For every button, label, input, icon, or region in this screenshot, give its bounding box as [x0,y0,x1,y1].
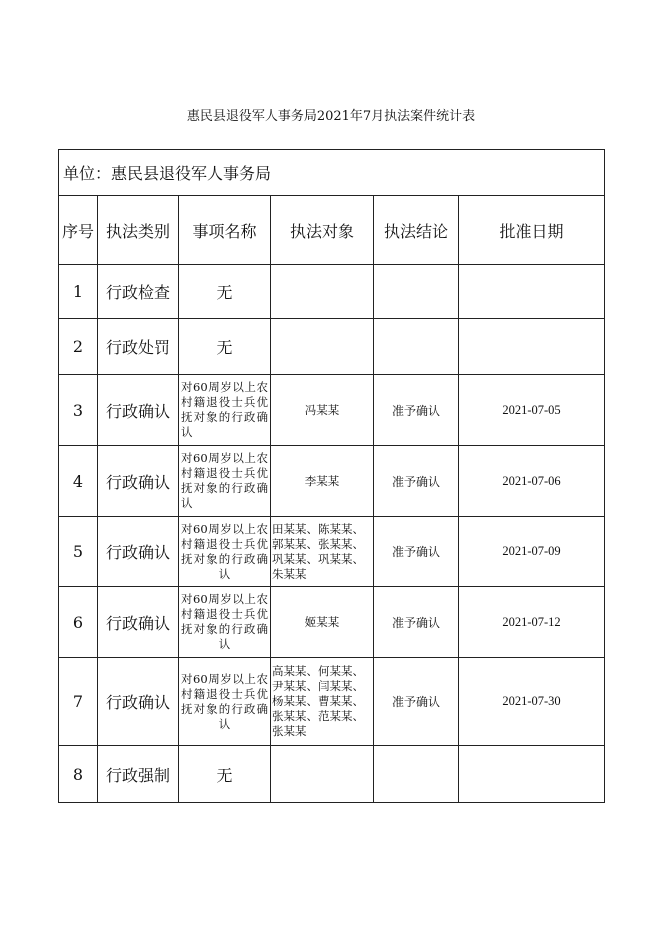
row-date [459,746,605,803]
row-no: 5 [59,517,98,587]
unit-label: 单位：惠民县退役军人事务局 [59,150,605,196]
document-title: 惠民县退役军人事务局2021年7月执法案件统计表 [186,109,476,124]
row-conclusion [374,265,459,319]
row-item: 对60周岁以上农村籍退役士兵优抚对象的行政确认 [179,446,271,517]
header-no: 序号 [59,196,98,265]
row-category: 行政确认 [98,446,179,517]
row-target: 田某某、陈某某、郭某某、张某某、巩某某、巩某某、朱某某 [271,517,374,587]
row-conclusion [374,319,459,375]
table-row [59,375,605,446]
table-row [59,517,605,587]
row-item: 无 [179,319,271,375]
row-date: 2021-07-06 [459,446,605,517]
row-conclusion [374,746,459,803]
row-target: 姬某某 [271,587,374,658]
header-conclusion: 执法结论 [374,196,459,265]
row-conclusion: 准予确认 [374,375,459,446]
row-date [459,319,605,375]
header-item: 事项名称 [179,196,271,265]
row-category: 行政处罚 [98,319,179,375]
table-row [59,446,605,517]
row-date: 2021-07-30 [459,658,605,746]
row-conclusion: 准予确认 [374,517,459,587]
row-conclusion: 准予确认 [374,658,459,746]
table-row [59,265,605,319]
row-target [271,265,374,319]
row-target [271,319,374,375]
row-no: 7 [59,658,98,746]
row-item: 无 [179,746,271,803]
table-row [59,319,605,375]
row-item: 对60周岁以上农村籍退役士兵优抚对象的行政确认 [179,375,271,446]
row-conclusion: 准予确认 [374,446,459,517]
row-date [459,265,605,319]
unit-row [59,150,605,196]
row-date: 2021-07-05 [459,375,605,446]
row-category: 行政强制 [98,746,179,803]
table-row [59,658,605,746]
row-no: 3 [59,375,98,446]
row-target: 高某某、何某某、尹某某、闫某某、杨某某、曹某某、张某某、范某某、张某某 [271,658,374,746]
row-category: 行政确认 [98,517,179,587]
row-no: 4 [59,446,98,517]
row-category: 行政确认 [98,587,179,658]
header-row [59,196,605,265]
row-category: 行政确认 [98,375,179,446]
table-row [59,746,605,803]
row-item: 对60周岁以上农村籍退役士兵优抚对象的行政确认 [179,517,271,587]
row-item: 对60周岁以上农村籍退役士兵优抚对象的行政确认 [179,587,271,658]
table-row [59,587,605,658]
row-target: 冯某某 [271,375,374,446]
header-category: 执法类别 [98,196,179,265]
row-no: 6 [59,587,98,658]
row-date: 2021-07-09 [459,517,605,587]
row-target [271,746,374,803]
row-item: 对60周岁以上农村籍退役士兵优抚对象的行政确认 [179,658,271,746]
row-category: 行政检查 [98,265,179,319]
row-no: 2 [59,319,98,375]
row-item: 无 [179,265,271,319]
row-target: 李某某 [271,446,374,517]
row-no: 8 [59,746,98,803]
case-statistics-table [58,149,605,803]
row-no: 1 [59,265,98,319]
row-conclusion: 准予确认 [374,587,459,658]
row-date: 2021-07-12 [459,587,605,658]
header-date: 批准日期 [459,196,605,265]
row-category: 行政确认 [98,658,179,746]
header-target: 执法对象 [271,196,374,265]
